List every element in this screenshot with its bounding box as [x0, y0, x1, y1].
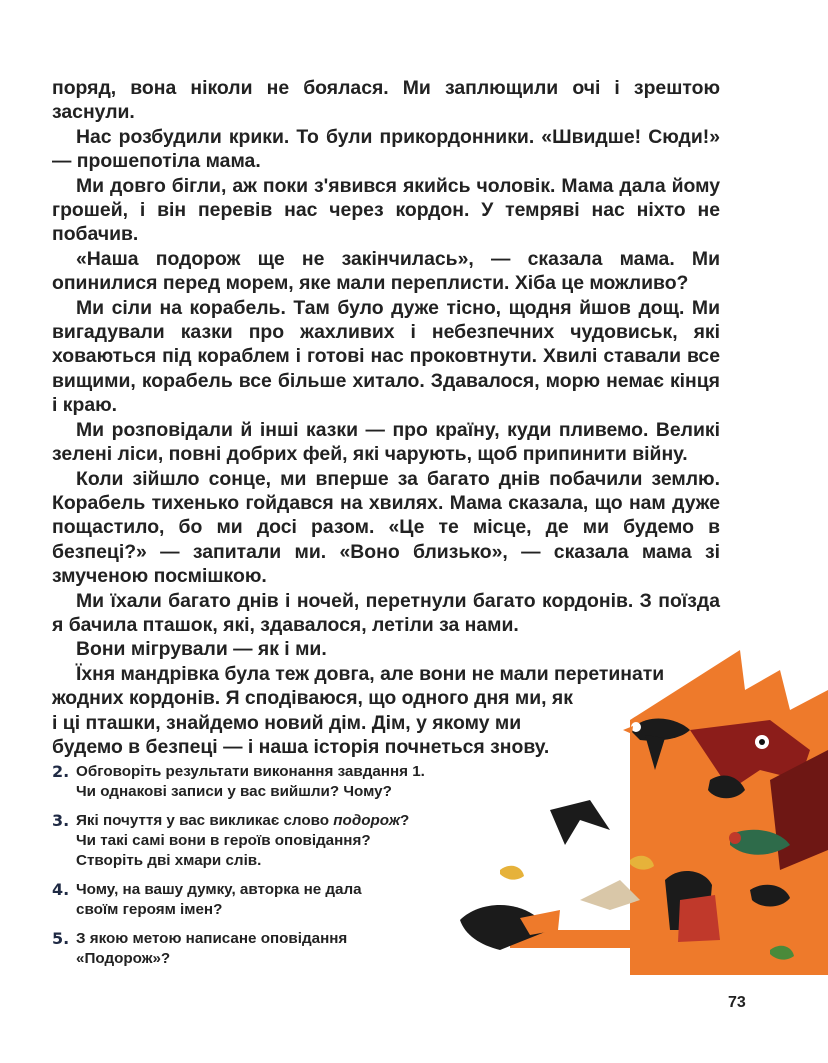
task-number: 2.: [52, 762, 70, 781]
story-paragraph: Коли зійшло сонце, ми вперше за багато днів побачили землю. Корабель тихенько гойдався на хвилях. Мама сказала, що нам дуже пощастило, бо ми досі разом. «Це те місце, де ми будемо в безпеці?» — запитали ми. «Воно близько», — сказала мама зі змученою посмішкою.: [52, 467, 720, 588]
task-line: своїм героям імен?: [76, 901, 223, 918]
page-number: 73: [728, 994, 746, 1011]
story-paragraph: «Наша подорож ще не закінчилась», — сказала мама. Ми опинилися перед морем, яке мали переплисти. Хіба це можливо?: [52, 247, 720, 295]
task-text: ?: [400, 812, 410, 829]
task-line: З якою метою написане оповідання: [76, 930, 348, 947]
small-bird-2: [500, 866, 524, 880]
story-line: Їхня мандрівка була теж довга, але вони не мали перетинати: [76, 662, 665, 685]
story-paragraph: поряд, вона ніколи не боялася. Ми заплющили очі і зрештою заснули.: [52, 77, 720, 124]
task-number: 5.: [52, 929, 70, 948]
story-paragraph: Ми їхали багато днів і ночей, перетнули багато кордонів. З поїзда я бачила пташок, які, здавалося, летіли за нами.: [52, 589, 720, 636]
task-line: Чи такі самі вони в героїв оповідання?: [76, 832, 371, 849]
story-paragraph: Ми довго бігли, аж поки з'явився якийсь чоловік. Мама дала йому грошей, і він перевів нас через кордон. У темряві нас ніхто не побачив.: [52, 174, 720, 246]
story-paragraph: Ми розповідали й інші казки — про країну, куди пливемо. Великі зелені ліси, повні добрих фей, які чарують, щоб припинити війну.: [52, 418, 720, 466]
task-line: Створіть дві хмари слів.: [76, 852, 262, 869]
task-text: Які почуття у вас викликає слово: [76, 812, 334, 829]
task-line: Чи однакові записи у вас вийшли? Чому?: [76, 783, 392, 800]
story-paragraph: Вони мігрували — як і ми.: [76, 638, 327, 661]
task-number: 3.: [52, 811, 70, 830]
task-number: 4.: [52, 880, 70, 899]
tasks-list: [52, 762, 472, 978]
task-line: Чому, на вашу думку, авторка не дала: [76, 881, 362, 898]
task-2: [52, 762, 472, 802]
task-line: «Подорож»?: [76, 950, 171, 967]
task-3: [52, 811, 472, 871]
task-emphasis: подорож: [333, 812, 401, 829]
story-paragraph: Нас розбудили крики. То були прикордонники. «Швидше! Сюди!» — прошепотіла мама.: [52, 125, 720, 173]
task-line: Обговоріть результати виконання завдання 1.: [76, 763, 425, 780]
story-line: і ці пташки, знайдемо новий дім. Дім, у якому ми: [52, 711, 522, 734]
birds-illustration: [440, 630, 828, 980]
task-5: [52, 929, 472, 969]
story-paragraph: Ми сіли на корабель. Там було дуже тісно, щодня йшов дощ. Ми вигадували казки про жахливих і небезпечних чудовиськ, які ховаються під кораблем і готові нас проковтнути. Хвилі ставали все вищими, корабель все більше хитало. Здавалося, морю немає кінця і краю.: [52, 296, 720, 417]
swallow-bird: [550, 800, 610, 845]
story-line: будемо в безпеці — і наша історія почнеться знову.: [52, 735, 550, 758]
task-4: [52, 880, 472, 920]
story-line: жодних кордонів. Я сподіваюся, що одного дня ми, як: [52, 687, 573, 710]
task-line: [76, 811, 472, 831]
